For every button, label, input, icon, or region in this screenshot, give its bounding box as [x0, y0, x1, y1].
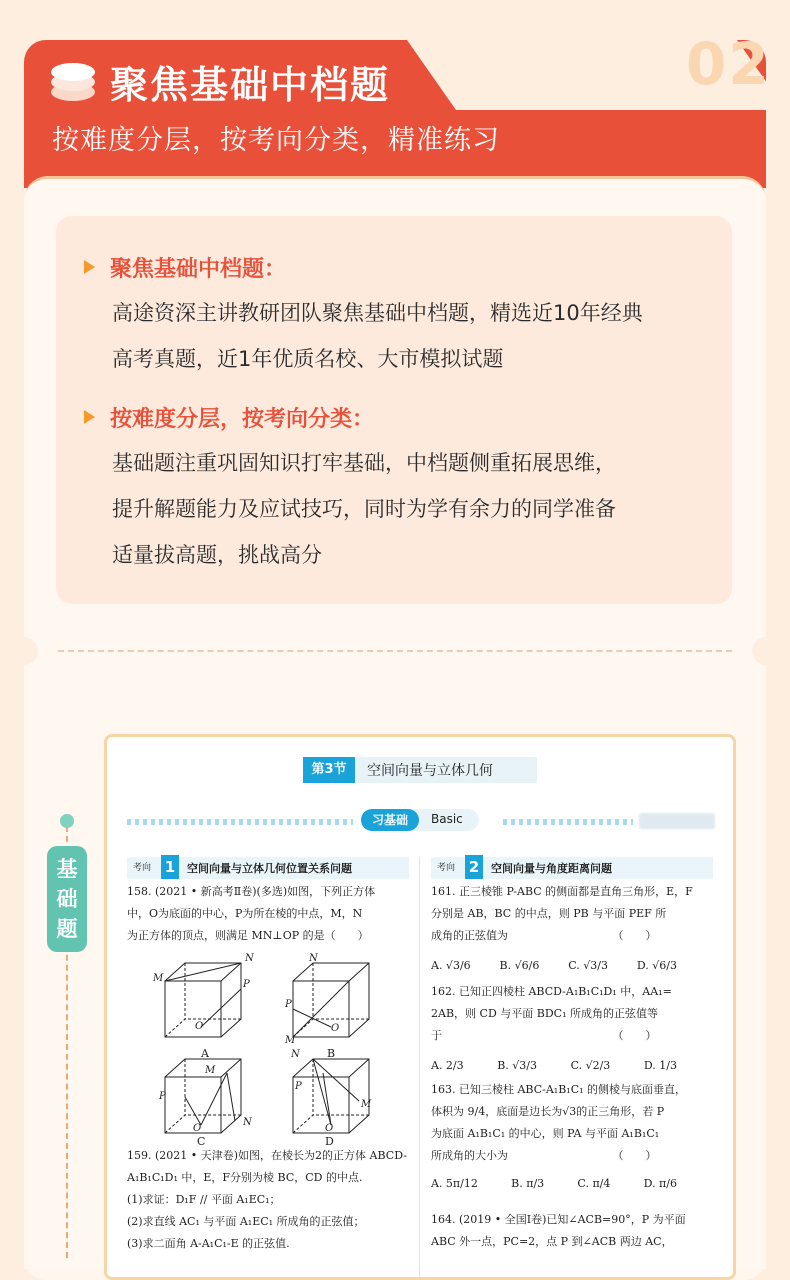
fig-label-c: C [197, 1135, 206, 1145]
text-line: 162. 已知正四棱柱 ABCD-A₁B₁C₁D₁ 中，AA₁= [431, 985, 672, 998]
page-subtitle: 按难度分层，按考向分类，精准练习 [52, 125, 500, 156]
cube-figures [147, 949, 407, 1145]
option: D. π/6 [643, 1177, 677, 1190]
book-sample [104, 734, 736, 1280]
kaoxiang-title: 空间向量与立体几何位置关系问题 [187, 862, 352, 875]
option: A. 2/3 [431, 1059, 464, 1072]
svg-text:M: M [205, 1065, 216, 1076]
option: A. 5π/12 [431, 1177, 478, 1190]
kaoxiang-label: 考向 [437, 863, 456, 873]
svg-text:P: P [295, 1081, 302, 1092]
text-line: 成角的正弦值为 （ ） [431, 929, 657, 942]
text-line: 163. 已知三棱柱 ABC-A₁B₁C₁ 的侧棱与底面垂直， [431, 1083, 687, 1096]
text-line: 高途资深主讲教研团队聚焦基础中档题，精选近10年经典 [112, 301, 643, 325]
side-tag [47, 846, 87, 952]
text-line: 高考真题，近1年优质名校、大市模拟试题 [112, 347, 504, 371]
text-line: 164. (2019 • 全国Ⅰ卷)已知∠ACB=90°，P 为平面 [431, 1213, 686, 1226]
svg-text:M: M [285, 1035, 296, 1046]
book-section-header [303, 757, 537, 783]
text-line: 为底面 A₁B₁C₁ 的中心，则 PA 与平面 A₁B₁C₁ [431, 1127, 660, 1140]
basic-pill [361, 809, 479, 831]
option: A. √3/6 [431, 959, 471, 972]
divider [58, 650, 732, 652]
svg-text:O: O [195, 1021, 204, 1032]
option: C. √3/3 [568, 959, 608, 972]
text-line: 体积为 9/4，底面是边长为√3的正三角形，若 P [431, 1105, 665, 1118]
option: B. π/3 [511, 1177, 545, 1190]
svg-text:M: M [153, 973, 164, 984]
options-162 [431, 1055, 677, 1077]
options-161 [431, 955, 677, 977]
text-line: ABC 外一点，PC=2，点 P 到∠ACB 两边 AC， [431, 1235, 673, 1248]
question-159 [127, 1145, 427, 1255]
text-line: 所成角的大小为 （ ） [431, 1149, 657, 1162]
text-line: 161. 正三棱锥 P-ABC 的侧面都是直角三角形，E，F [431, 885, 693, 898]
badge-number: 02 [686, 30, 771, 98]
text-line: 159. (2021 • 天津卷)如图，在棱长为2的正方体 ABCD- [127, 1149, 407, 1162]
options-163 [431, 1173, 677, 1195]
text-line: (1)求证：D₁F // 平面 A₁EC₁； [127, 1193, 281, 1206]
svg-text:O: O [331, 1023, 340, 1034]
side-tag-label: 基础题 [56, 857, 78, 941]
option: C. π/4 [577, 1177, 611, 1190]
svg-text:N: N [291, 1049, 300, 1060]
blurred-label [639, 813, 715, 829]
svg-text:P: P [285, 999, 292, 1010]
question-162 [431, 981, 721, 1077]
section-text-2 [112, 440, 722, 578]
text-line: 中，O为底面的中心，P为所在棱的中点，M，N [127, 907, 363, 920]
layers-icon [48, 60, 98, 106]
text-line: 于 （ ） [431, 1029, 657, 1042]
text-line: 2AB，则 CD 与平面 BDC₁ 所成角的正弦值等 [431, 1007, 658, 1020]
text-line: 提升解题能力及应试技巧，同时为学有余力的同学准备 [112, 497, 616, 521]
question-163 [431, 1079, 721, 1195]
text-line: 基础题注重巩固知识打牢基础，中档题侧重拓展思维， [112, 451, 616, 475]
notch-left [10, 637, 38, 665]
section-title: 空间向量与立体几何 [367, 763, 493, 779]
svg-text:N: N [243, 1117, 252, 1128]
svg-text:N: N [245, 953, 254, 964]
text-line: 适量拔高题，挑战高分 [112, 543, 322, 567]
arrow-icon [84, 410, 95, 424]
pill-right: Basic [431, 812, 463, 826]
wave-decoration [127, 819, 353, 825]
svg-text:M: M [361, 1099, 372, 1110]
option: B. √3/3 [497, 1059, 537, 1072]
text-line: A₁B₁C₁D₁ 中，E，F分别为棱 BC，CD 的中点. [127, 1171, 363, 1184]
page-title: 聚焦基础中档题 [110, 63, 391, 107]
svg-text:P: P [159, 1091, 166, 1102]
section-number: 第3节 [303, 757, 355, 783]
svg-text:O: O [193, 1123, 202, 1134]
fig-label-d: D [325, 1135, 334, 1145]
question-158 [127, 881, 417, 947]
text-line: 158. (2021 • 新高考Ⅱ卷)(多选)如图，下列正方体 [127, 885, 376, 898]
svg-text:N: N [309, 953, 318, 964]
section-heading-1: 聚焦基础中档题： [110, 257, 287, 282]
kaoxiang-number: 1 [161, 855, 179, 879]
kaoxiang-label: 考向 [133, 863, 152, 873]
text-line: 为正方体的顶点，则满足 MN⊥OP 的是（ ） [127, 929, 369, 942]
fig-label-b: B [327, 1047, 336, 1060]
kaoxiang-title: 空间向量与角度距离问题 [491, 862, 612, 875]
text-line: (2)求直线 AC₁ 与平面 A₁EC₁ 所成角的正弦值； [127, 1215, 365, 1228]
kaoxiang-number: 2 [465, 855, 483, 879]
timeline-dot [60, 814, 74, 828]
section-text-1 [112, 290, 722, 382]
pill-left: 习基础 [361, 809, 419, 831]
option: C. √2/3 [570, 1059, 611, 1072]
question-164 [431, 1209, 721, 1253]
question-161 [431, 881, 721, 977]
arrow-icon [84, 260, 95, 274]
option: D. √6/3 [636, 959, 677, 972]
wave-decoration [503, 819, 633, 825]
text-line: (3)求二面角 A-A₁C₁-E 的正弦值. [127, 1237, 290, 1250]
kaoxiang-header-2 [431, 857, 713, 879]
section-heading-2: 按难度分层，按考向分类： [110, 407, 375, 432]
kaoxiang-header-1 [127, 857, 409, 879]
svg-text:O: O [325, 1123, 334, 1134]
option: D. 1/3 [643, 1059, 677, 1072]
svg-text:P: P [243, 979, 250, 990]
fig-label-a: A [201, 1047, 209, 1060]
notch-right [752, 637, 780, 665]
text-line: 分别是 AB，BC 的中点，则 PB 与平面 PEF 所 [431, 907, 667, 920]
column-divider [419, 857, 420, 1277]
option: B. √6/6 [499, 959, 540, 972]
